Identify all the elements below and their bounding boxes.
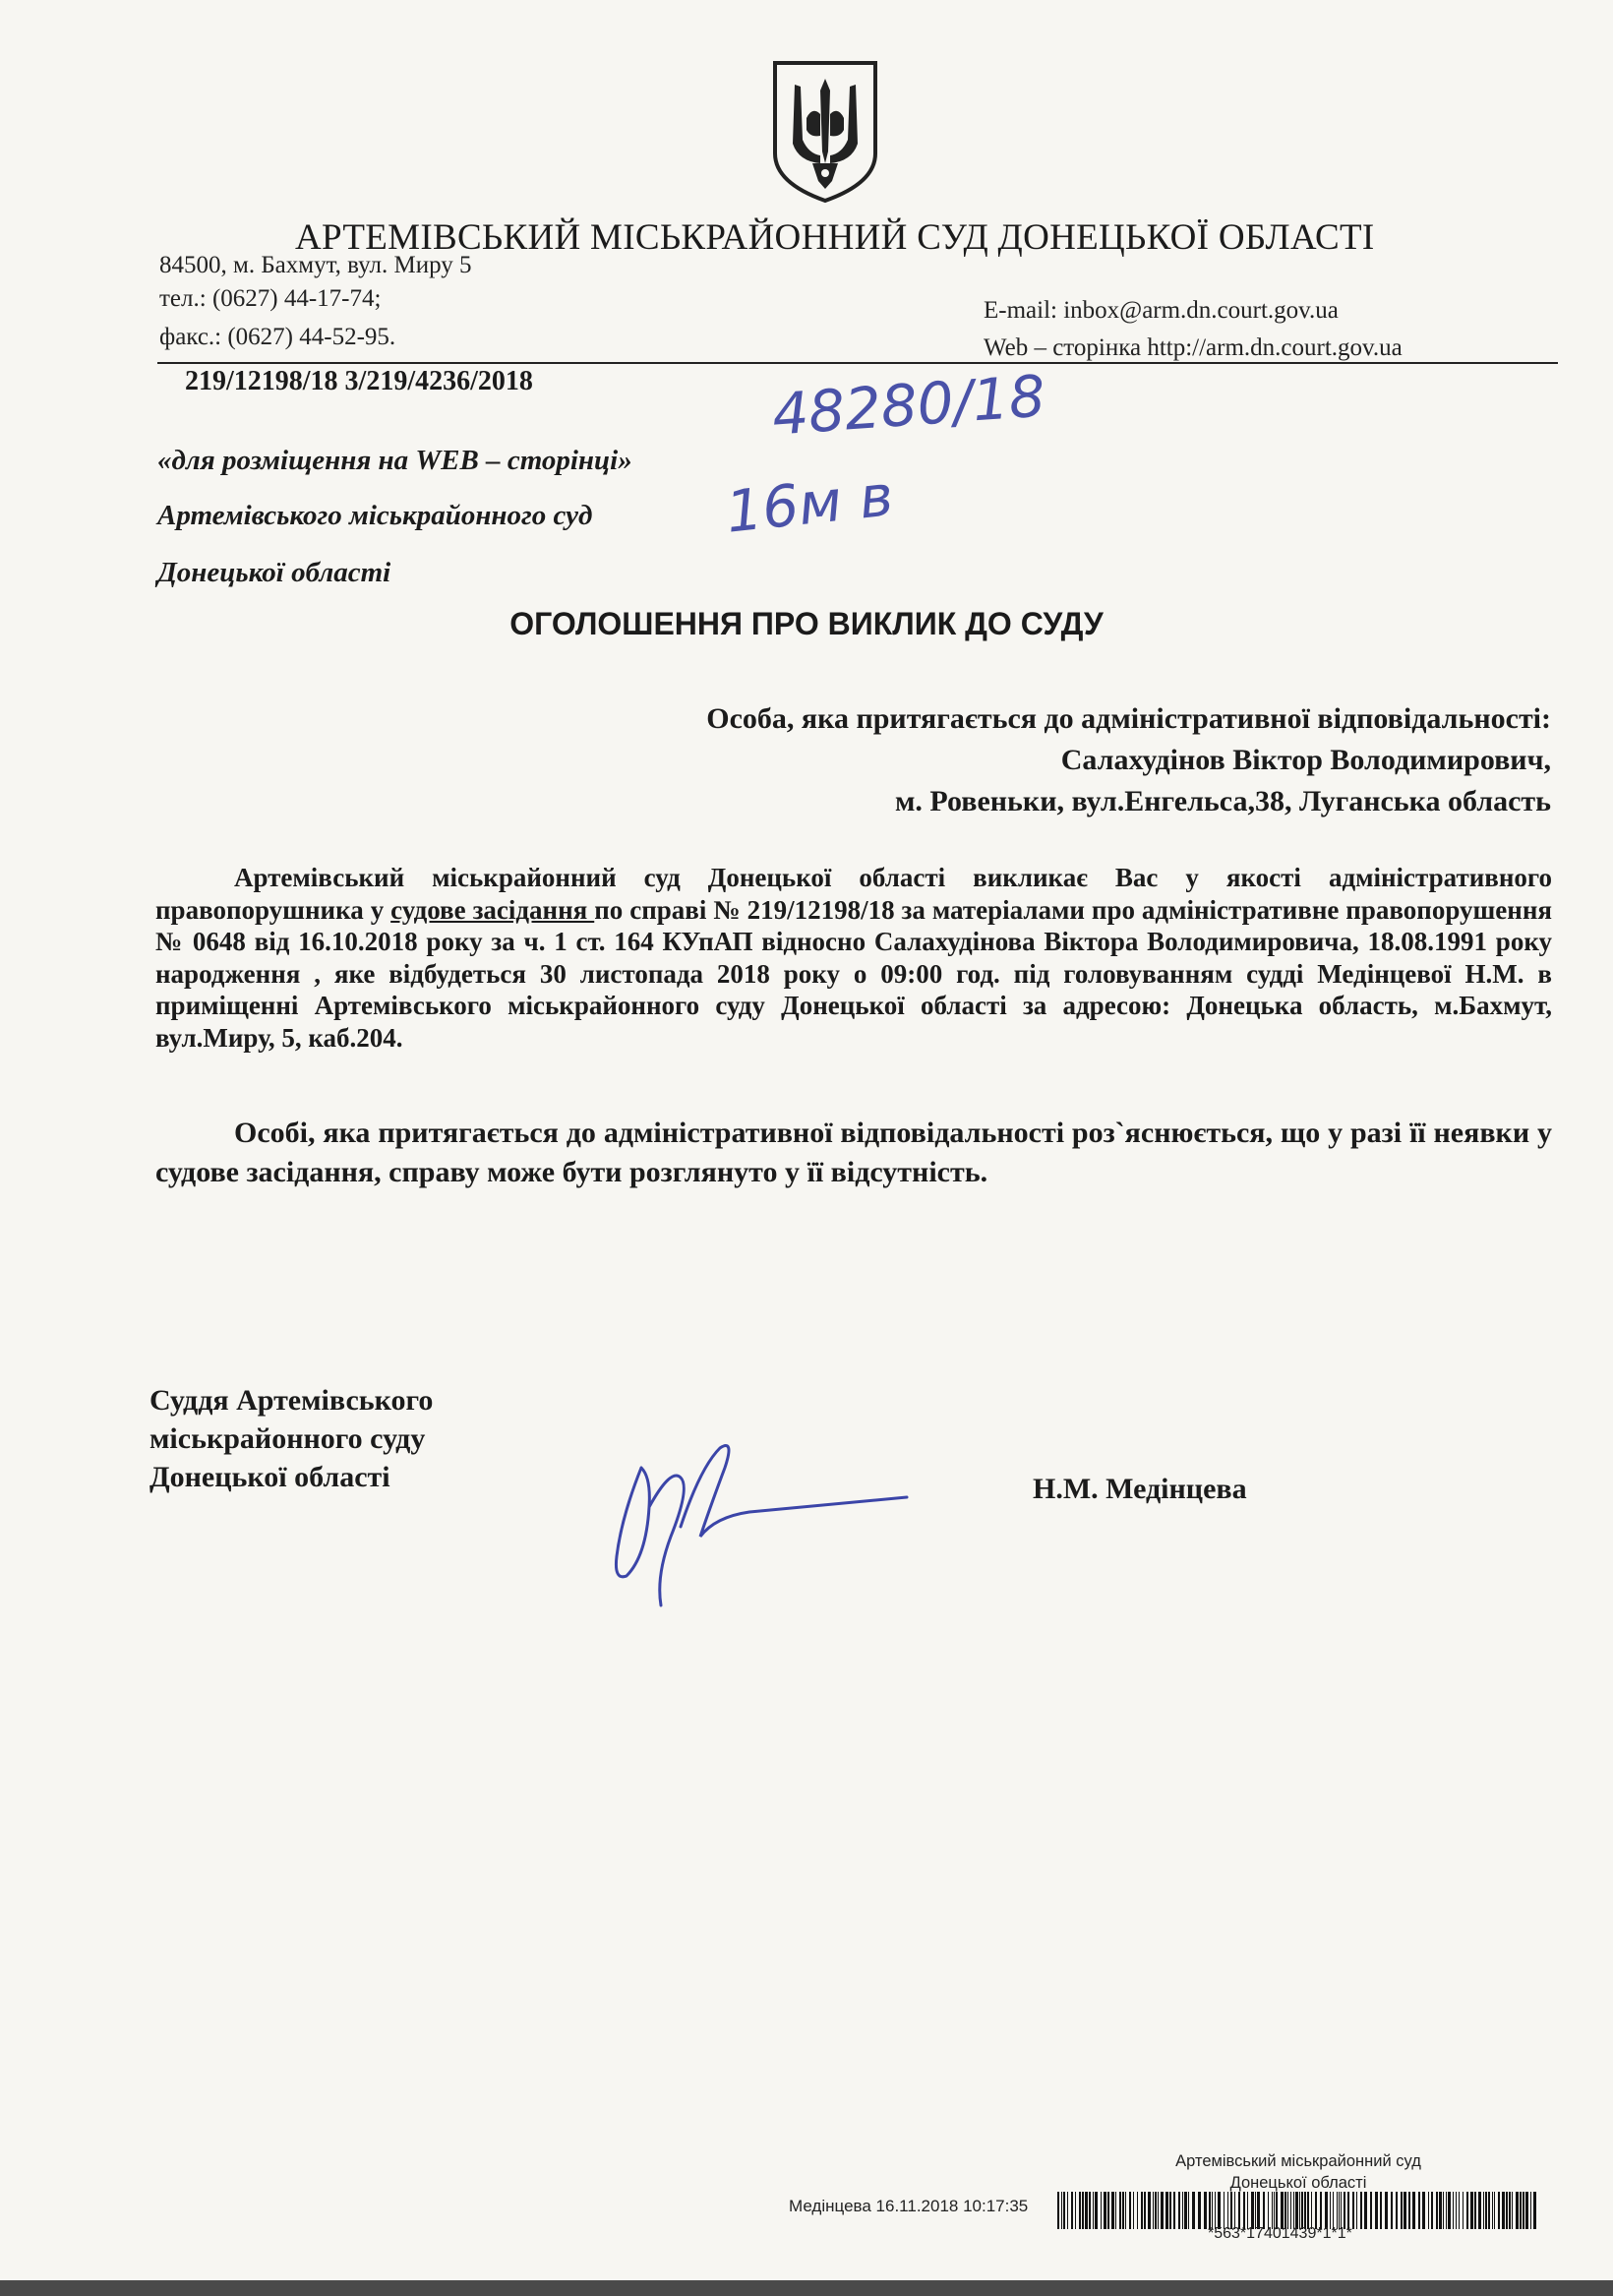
court-phone: тел.: (0627) 44-17-74; [159,285,382,312]
judge-position [149,1381,602,1496]
document-title: ОГОЛОШЕННЯ ПРО ВИКЛИК ДО СУДУ [509,606,1104,641]
recipient-line-1: «для розміщення на WEB – сторінці» [157,445,632,476]
court-fax: факс.: (0627) 44-52-95. [159,324,396,350]
registry-stamp-line-2: Донецької області [1229,2174,1367,2192]
court-email: E-mail: inbox@arm.dn.court.gov.ua [984,297,1339,324]
person-address: м. Ровеньки, вул.Енгельса,38, Луганська область [894,785,1551,817]
judge-position-line-3: Донецької області [149,1461,390,1493]
handwritten-mark: 16м в [722,461,897,546]
recipient-line-2: Артемівського міськрайонного суд [157,500,593,531]
summons-underlined-text: судове засідання [390,894,595,925]
summons-text-start: Артемівський міськрайонний суд Донецької області викликає Вас у якості адміністративного правопорушника у [155,863,1552,925]
scan-edge [0,2280,1613,2296]
ukraine-trident-emblem [769,57,881,205]
judge-name: Н.М. Медінцева [1033,1473,1247,1505]
judge-position-line-1: Суддя Артемівського [149,1384,434,1417]
court-name-heading: АРТЕМІВСЬКИЙ МІСЬКРАЙОННИЙ СУД ДОНЕЦЬКОЇ ОБЛАСТІ [295,217,1375,258]
summons-text-end: по справі № 219/12198/18 за матеріалами про адміністративне правопорушення № 0648 від 16.10.2018 року за ч. 1 ст. 164 КУпАП відносно Салахудінова Віктора Володимировича, 18.08.1991 року народження , яке відбудеться 30 листопада 2018 року о 09:00 год. під головуванням судді Медінцевої Н.М. в приміщенні Артемівського міськрайонного суду Донецької області за адресою: Донецька область, м.Бахмут, вул.Миру, 5, каб.204. [155,894,1552,1053]
absence-notice-text: Особі, яка притягається до адміністративної відповідальності роз`яснюється, що у разі її неявки у судове засідання, справу може бути розглянуто у її відсутність. [155,1117,1552,1188]
handwritten-signature [602,1409,917,1625]
court-website: Web – сторінка http://arm.dn.court.gov.ua [984,334,1403,361]
summons-paragraph [155,862,1552,1054]
case-number: 219/12198/18 3/219/4236/2018 [185,366,533,396]
court-address: 84500, м. Бахмут, вул. Миру 5 [159,252,472,278]
barcode [1057,2192,1539,2229]
judge-position-line-2: міськрайонного суду [149,1422,426,1455]
person-label: Особа, яка притягається до адміністративної відповідальності: [706,702,1551,735]
absence-notice-paragraph [155,1114,1552,1192]
barcode-number: *563*17401439*1*1* [1208,2225,1352,2242]
header-divider [157,362,1558,364]
registry-stamp-user-time: Медінцева 16.11.2018 10:17:35 [789,2197,1029,2215]
registry-stamp-court [1151,2150,1446,2194]
registry-stamp-line-1: Артемівський міськрайонний суд [1175,2152,1421,2170]
handwritten-registration-number: 48280/18 [769,362,1047,449]
person-name: Салахудінов Віктор Володимирович, [1060,744,1551,776]
recipient-line-3: Донецької області [157,557,391,588]
